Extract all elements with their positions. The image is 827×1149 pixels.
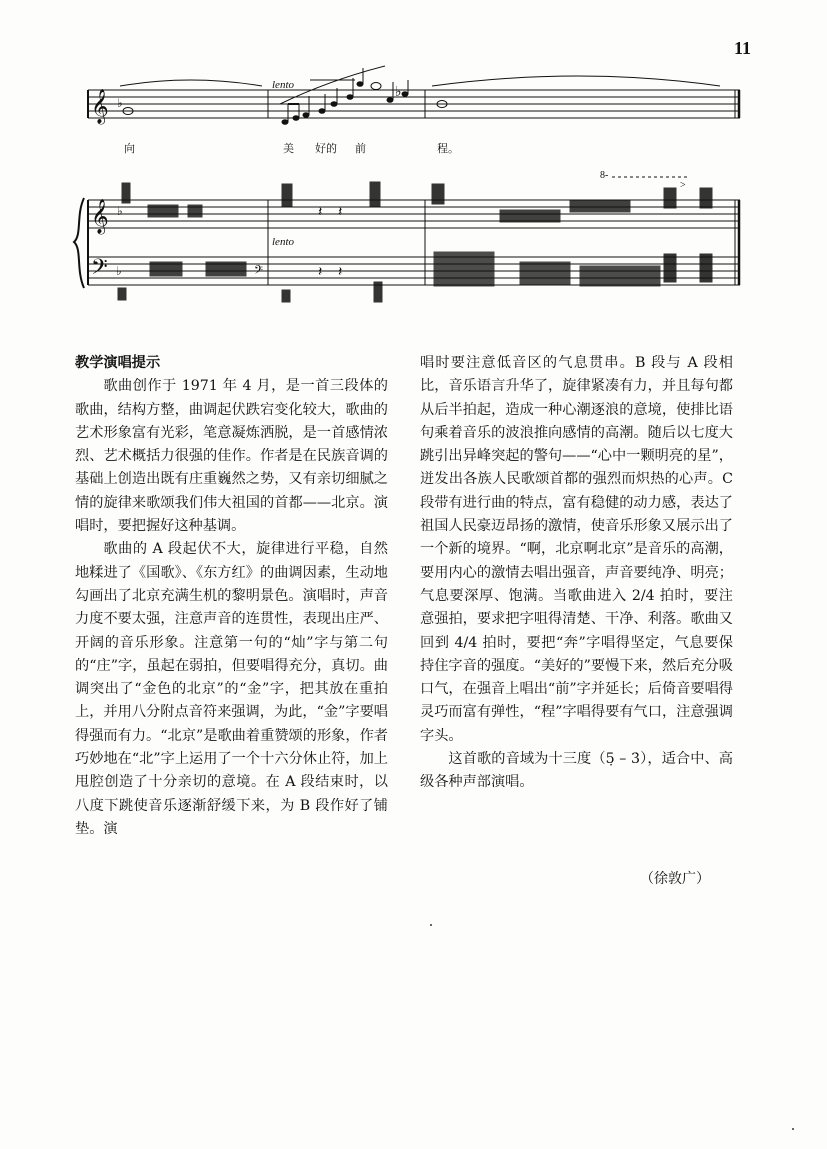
- tempo-mark-piano: lento: [272, 236, 294, 248]
- author-signature: （徐敦广）: [640, 871, 710, 887]
- treble-clef-icon: 𝄞: [91, 199, 109, 234]
- page-number: 11: [734, 38, 752, 58]
- lyric-syllable: 程。: [437, 142, 459, 155]
- accent-mark: >: [680, 180, 686, 191]
- scan-speck: [430, 924, 432, 926]
- section-heading: 教学演唱提示: [75, 355, 161, 371]
- commentary-right-column: [420, 352, 733, 795]
- svg-text:𝄽: 𝄽: [338, 264, 343, 280]
- vocal-staff: [88, 90, 740, 118]
- scan-speck: [792, 1128, 794, 1130]
- octave-mark: 8-: [600, 170, 609, 181]
- tempo-mark-vocal: lento: [272, 79, 294, 91]
- lyric-syllable: 好的: [315, 142, 337, 155]
- svg-text:♭: ♭: [116, 264, 122, 278]
- lyric-syllable: 美: [283, 142, 294, 155]
- lyric-syllable: 前: [355, 142, 366, 155]
- music-score: [0, 0, 827, 330]
- svg-text:♭: ♭: [117, 204, 123, 218]
- svg-text:♭: ♭: [395, 84, 402, 100]
- paragraph: 这首歌的音域为十三度（5̣ – 3̇），适合中、高级各种声部演唱。: [420, 751, 733, 791]
- treble-clef-icon: 𝄞: [91, 89, 109, 124]
- piano-treble-staff: [88, 200, 740, 228]
- svg-text:♭: ♭: [117, 96, 123, 110]
- commentary-left-column: [75, 352, 388, 841]
- svg-text:𝄽: 𝄽: [338, 204, 343, 220]
- svg-text:𝄽: 𝄽: [318, 264, 323, 280]
- svg-text:𝄽: 𝄽: [318, 204, 323, 220]
- paragraph: 歌曲创作于 1971 年 4 月，是一首三段体的歌曲，结构方整，曲调起伏跌宕变化较大，歌曲的艺术形象富有光彩，笔意凝炼洒脱，是一首感情浓烈、艺术概括力很强的佳作。作者是在民族音调的基础上创造出既有庄重巍然之势，又有亲切细腻之情的旋律来歌颂我们伟大祖国的首都——北京。演唱时，要把握好这种基调。: [75, 378, 388, 535]
- bass-clef-icon: 𝄢: [91, 255, 108, 285]
- paragraph-continued: 唱时要注意低音区的气息贯串。B 段与 A 段相比，音乐语言升华了，旋律紧凑有力，并且每句都从后半拍起，造成一种心潮逐浪的意境，使排比语句乘着音乐的波浪推向感情的高潮。随后以七度大跳引出异峰突起的警句——“心中一颗明亮的星”，迸发出各族人民歌颂首都的强烈而炽热的心声。C 段带有进行曲的特点，富有稳健的动力感，表达了祖国人民豪迈昂扬的激情，使音乐形象又展示出了一个新的境界。“啊，北京啊北京”是音乐的高潮，要用内心的激情去唱出强音，声音要纯净、明亮；气息要深厚、饱满。当歌曲进入 2/4 拍时，要注意强拍，要求把字咀得清楚、干净、利落。歌曲又回到 4/4 拍时，要把“奔”字唱得坚定，气息要保持住字音的强度。“美好的”要慢下来，然后充分吸口气，在强音上唱出“前”字并延长；后倚音要唱得灵巧而富有弹性，“程”字唱得要有气口，注意强调字头。: [420, 355, 733, 744]
- paragraph: 歌曲的 A 段起伏不大，旋律进行平稳，自然地糅进了《国歌》、《东方红》的曲调因素，生动地勾画出了北京充满生机的黎明景色。演唱时，声音力度不要太强，注意声音的连贯性，表现出庄严、开阔的音乐形象。注意第一句的“灿”字与第二句的“庄”字，虽起在弱拍，但要唱得充分，真切。曲调突出了“金色的北京”的“金”字，把其放在重拍上，并用八分附点音符来强调，为此，“金”字要唱得强而有力。“北京”是歌曲着重赞颂的形象，作者巧妙地在“北”字上运用了一个十六分休止符，加上甩腔创造了十分亲切的意境。在 A 段结束时，以八度下跳使音乐逐渐舒缓下来，为 B 段作好了铺垫。演: [75, 541, 388, 837]
- lyric-syllable: 向: [124, 142, 135, 155]
- svg-text:𝄢: 𝄢: [254, 264, 264, 280]
